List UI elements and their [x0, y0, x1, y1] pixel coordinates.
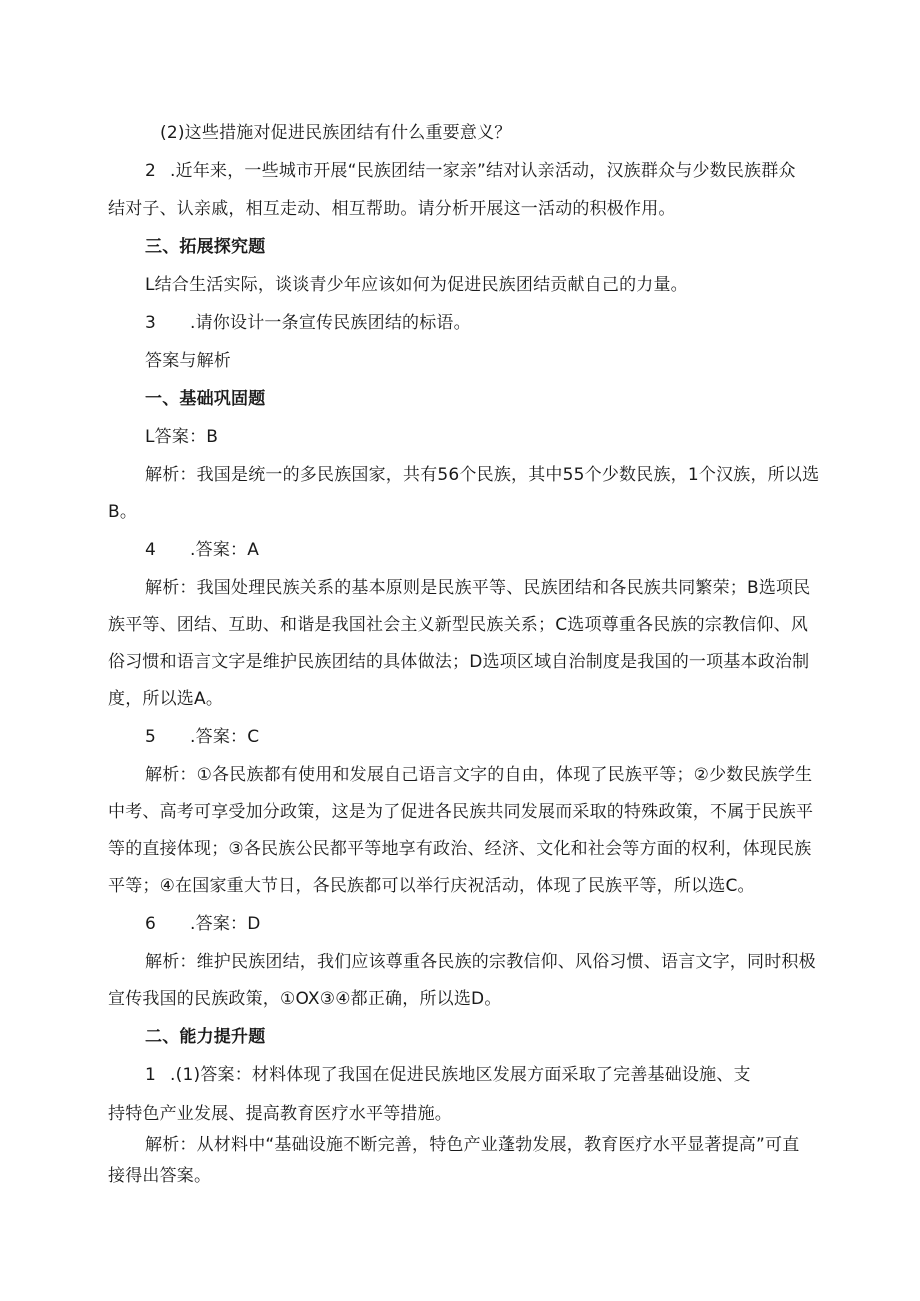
section-heading-extension: 三、拓展探究题	[145, 237, 266, 257]
question-2-line-2: 结对子、认亲戚，相互走动、相互帮助。请分析开展这一活动的积极作用。	[108, 199, 676, 219]
question-number: 5	[145, 727, 157, 747]
answer-text: .答案：C	[190, 727, 260, 747]
section-heading-basics: 一、基础巩固题	[145, 389, 266, 409]
ability-analysis-1-line-2: 接得出答案。	[108, 1166, 212, 1186]
analysis-5-line-3: 等的直接体现；③各民族公民都平等地享有政治、经济、文化和社会等方面的权利，体现民族	[108, 839, 812, 859]
question-number: 4	[145, 540, 157, 560]
analysis-4-line-1: 解析：我国处理民族关系的基本原则是民族平等、民族团结和各民族共同繁荣；B选项民	[145, 578, 811, 598]
answer-1: L答案：B	[145, 427, 219, 447]
analysis-4-line-3: 俗习惯和语言文字是维护民族团结的具体做法；D选项区域自治制度是我国的一项基本政治制	[108, 652, 810, 672]
answer-text: .答案：D	[190, 914, 261, 934]
ability-answer-1-line-2: 持特色产业发展、提高教育医疗水平等措施。	[108, 1104, 452, 1124]
extension-question-1: L结合生活实际，谈谈青少年应该如何为促进民族团结贡献自己的力量。	[145, 275, 688, 295]
analysis-4-line-4: 度，所以选A。	[108, 689, 224, 709]
question-text: .近年来，一些城市开展“民族团结一家亲”结对认亲活动，汉族群众与少数民族群众	[170, 161, 796, 181]
analysis-5-line-1: 解析：①各民族都有使用和发展自己语言文字的自由，体现了民族平等；②少数民族学生	[145, 765, 813, 785]
analysis-1-line-1: 解析：我国是统一的多民族国家，共有56个民族，其中55个少数民族，1个汉族，所以选	[145, 465, 820, 485]
analysis-6-line-1: 解析：维护民族团结，我们应该尊重各民族的宗教信仰、风俗习惯、语言文字，同时积极	[145, 952, 816, 972]
answer-6	[145, 914, 261, 934]
question-1-sub-2: (2)这些措施对促进民族团结有什么重要意义？	[160, 123, 512, 143]
analysis-5-line-2: 中考、高考可享受加分政策，这是为了促进各民族共同发展而采取的特殊政策，不属于民族平	[108, 802, 814, 822]
answer-4	[145, 540, 259, 560]
answer-5	[145, 727, 259, 747]
question-number: 6	[145, 914, 157, 934]
ability-answer-1-line-1	[145, 1065, 751, 1085]
extension-question-3	[145, 313, 471, 333]
analysis-1-line-2: B。	[108, 502, 138, 522]
ability-analysis-1-line-1: 解析：从材料中“基础设施不断完善，特色产业蓬勃发展，教育医疗水平显著提高”可直	[145, 1135, 800, 1155]
analysis-5-line-4: 平等；④在国家重大节日，各民族都可以举行庆祝活动，体现了民族平等，所以选C。	[108, 876, 755, 896]
question-number: 3	[145, 313, 157, 333]
answer-text: .(1)答案：材料体现了我国在促进民族地区发展方面采取了完善基础设施、支	[170, 1065, 751, 1085]
question-number: 1	[145, 1065, 157, 1085]
question-number: 2	[145, 161, 157, 181]
analysis-6-line-2: 宣传我国的民族政策，①OX③④都正确，所以选D。	[108, 989, 502, 1009]
question-2-line-1	[145, 161, 796, 181]
answers-title: 答案与解析	[145, 351, 231, 371]
section-heading-ability: 二、能力提升题	[145, 1027, 266, 1047]
analysis-4-line-2: 族平等、团结、互助、和谐是我国社会主义新型民族关系；C选项尊重各民族的宗教信仰、风	[108, 615, 809, 635]
question-text: .请你设计一条宣传民族团结的标语。	[190, 313, 471, 333]
answer-text: .答案：A	[190, 540, 260, 560]
